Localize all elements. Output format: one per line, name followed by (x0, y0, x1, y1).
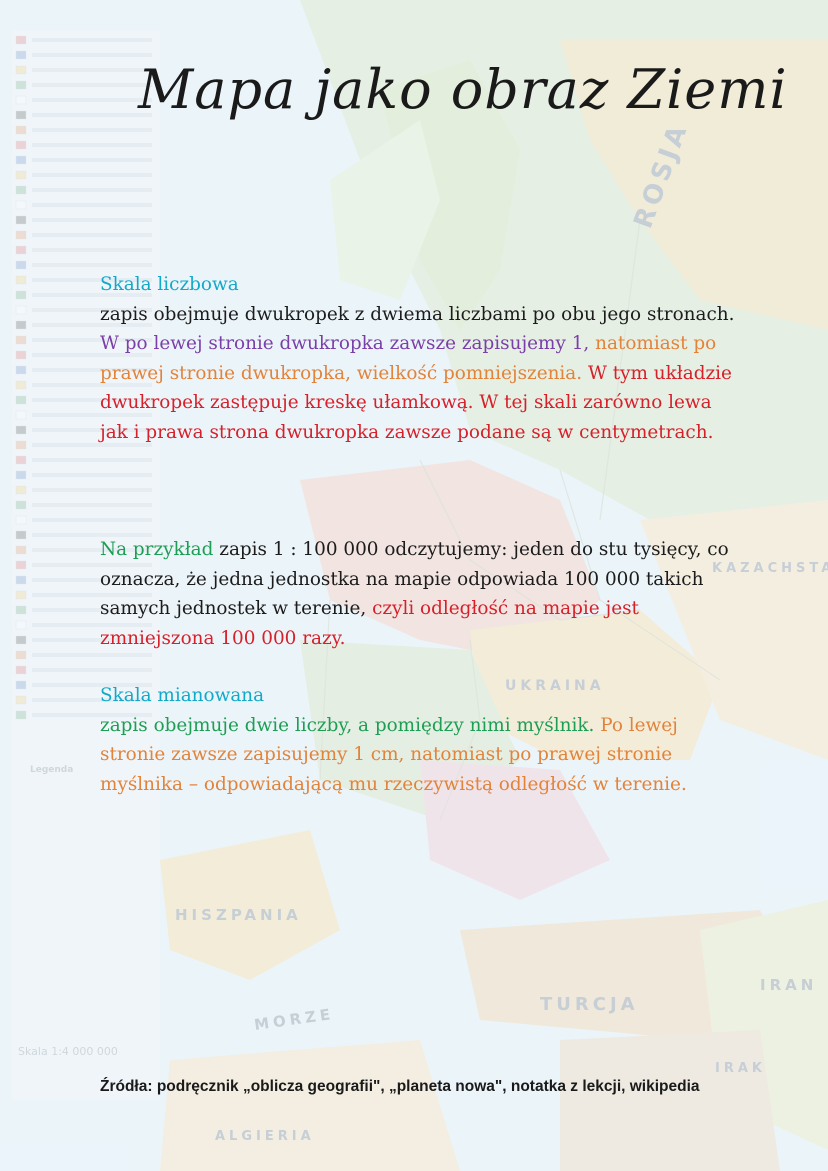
section-heading: Skala mianowana (100, 685, 265, 706)
page-title: Mapa jako obraz Ziemi (138, 58, 788, 121)
paragraph-text: W tym układzie dwukropek zastępuje kreskę ułamkową. W tej skali zarówno lewa jak i prawa strona dwukropka zawsze podane są w centymetrach. (100, 362, 732, 443)
section-heading: Skala liczbowa (100, 274, 239, 295)
paragraph-text: natomiast po prawej stronie dwukropka, wielkość pomniejszenia. (100, 333, 717, 384)
paragraph-text: zapis obejmuje dwie liczby, a pomiędzy nimi myślnik. (100, 714, 595, 736)
paragraph-text: czyli odległość na mapie jest zmniejszona 100 000 razy. (100, 598, 639, 649)
paragraph-text: zapis obejmuje dwukropek z dwiema liczbami po obu jego stronach. (100, 303, 735, 325)
section-skala-mianowana (100, 681, 740, 799)
paragraph-text: W po lewej stronie dwukropka zawsze zapisujemy 1, (100, 333, 590, 354)
example-lead: Na przykład (100, 539, 214, 560)
sources-note: Źródła: podręcznik „oblicza geografii", „planeta nowa", notatka z lekcji, wikipedia (100, 1078, 700, 1095)
section-skala-liczbowa (100, 270, 740, 447)
paragraph-text: zapis 1 : 100 000 odczytujemy: jeden do stu tysięcy, co oznacza, że jedna jednostka na mapie odpowiada 100 000 takich samych jednostek w terenie, (100, 539, 729, 619)
paragraph-text: Po lewej stronie zawsze zapisujemy 1 cm, natomiast po prawej stronie myślnika – odpowiadającą mu rzeczywistą odległość w terenie. (100, 714, 687, 795)
section-example (100, 535, 740, 653)
